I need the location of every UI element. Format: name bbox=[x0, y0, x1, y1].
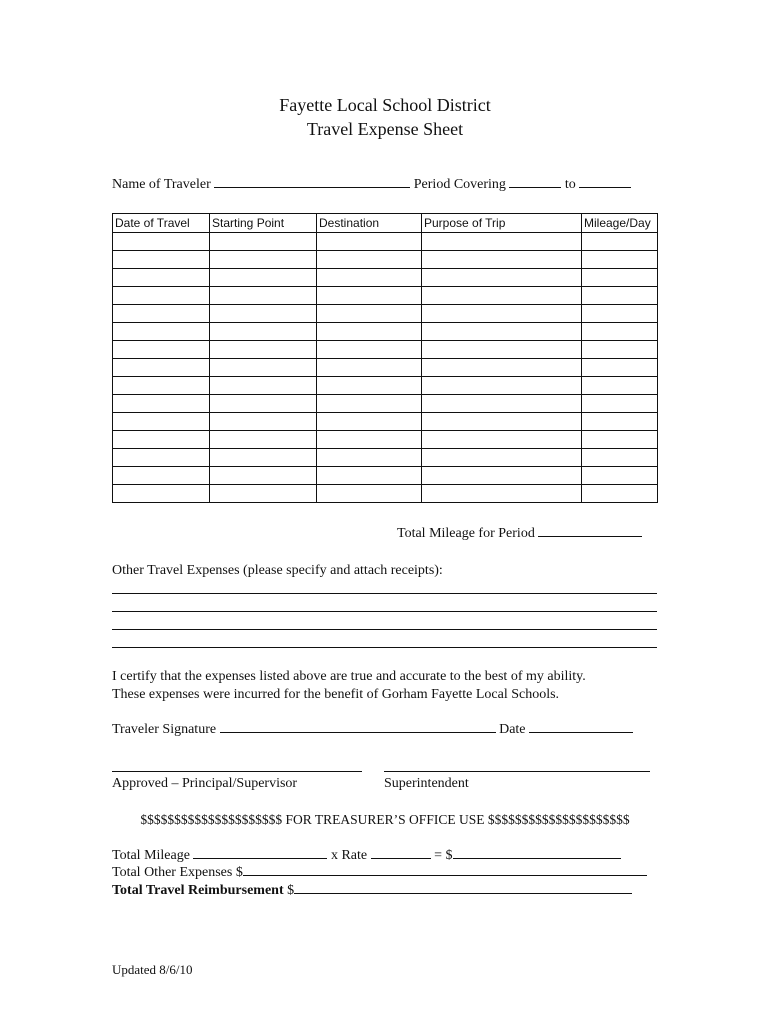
table-row bbox=[113, 341, 658, 359]
table-cell[interactable] bbox=[317, 359, 422, 377]
reimbursement-line bbox=[112, 883, 632, 899]
superintendent-label: Superintendent bbox=[384, 776, 469, 791]
table-cell[interactable] bbox=[317, 287, 422, 305]
table-cell[interactable] bbox=[210, 485, 317, 503]
table-cell[interactable] bbox=[210, 359, 317, 377]
table-cell[interactable] bbox=[317, 323, 422, 341]
table-row bbox=[113, 467, 658, 485]
table-cell[interactable] bbox=[113, 233, 210, 251]
table-cell[interactable] bbox=[210, 233, 317, 251]
total-mileage-treasurer-field[interactable] bbox=[193, 857, 327, 859]
table-row bbox=[113, 377, 658, 395]
table-cell[interactable] bbox=[582, 431, 658, 449]
table-cell[interactable] bbox=[113, 359, 210, 377]
treasurer-mileage-line bbox=[112, 848, 621, 864]
table-cell[interactable] bbox=[317, 341, 422, 359]
table-cell[interactable] bbox=[113, 287, 210, 305]
other-expenses-label: Other Travel Expenses (please specify and attach receipts): bbox=[112, 563, 443, 578]
updated-date: Updated 8/6/10 bbox=[112, 962, 193, 977]
table-row bbox=[113, 431, 658, 449]
table-row bbox=[113, 449, 658, 467]
table-cell[interactable] bbox=[422, 485, 582, 503]
other-expenses-line-4[interactable] bbox=[112, 647, 657, 648]
traveler-signature-line bbox=[112, 722, 633, 738]
table-row bbox=[113, 269, 658, 287]
table-cell[interactable] bbox=[422, 377, 582, 395]
column-header-purpose: Purpose of Trip bbox=[422, 214, 582, 233]
table-row bbox=[113, 395, 658, 413]
table-cell[interactable] bbox=[210, 431, 317, 449]
approved-principal-label: Approved – Principal/Supervisor bbox=[112, 776, 298, 791]
table-cell[interactable] bbox=[317, 251, 422, 269]
period-to-label: to bbox=[564, 177, 576, 192]
table-cell[interactable] bbox=[582, 305, 658, 323]
table-cell[interactable] bbox=[210, 413, 317, 431]
other-expenses-total-line bbox=[112, 865, 647, 881]
table-cell[interactable] bbox=[582, 233, 658, 251]
equals-label: = $ bbox=[434, 848, 453, 863]
certify-statement-1: I certify that the expenses listed above are true and accurate to the best of my ability. bbox=[112, 669, 586, 684]
column-header-mileage: Mileage/Day bbox=[582, 214, 658, 233]
document-title: Fayette Local School District bbox=[279, 95, 491, 115]
total-mileage-label: Total Mileage for Period bbox=[397, 526, 535, 541]
total-other-expenses-field[interactable] bbox=[243, 874, 647, 876]
table-row bbox=[113, 323, 658, 341]
table-cell[interactable] bbox=[210, 449, 317, 467]
table-cell[interactable] bbox=[582, 341, 658, 359]
certify-statement-2: These expenses were incurred for the benefit of Gorham Fayette Local Schools. bbox=[112, 687, 560, 702]
table-row bbox=[113, 251, 658, 269]
table-cell[interactable] bbox=[422, 413, 582, 431]
table-cell[interactable] bbox=[317, 449, 422, 467]
table-cell[interactable] bbox=[582, 467, 658, 485]
table-row bbox=[113, 485, 658, 503]
reimbursement-dollar-sign: $ bbox=[287, 883, 295, 898]
column-header-date: Date of Travel bbox=[113, 214, 210, 233]
table-cell[interactable] bbox=[113, 341, 210, 359]
table-cell[interactable] bbox=[210, 269, 317, 287]
table-row bbox=[113, 359, 658, 377]
table-cell[interactable] bbox=[422, 233, 582, 251]
name-of-traveler-field[interactable] bbox=[214, 186, 410, 188]
table-cell[interactable] bbox=[582, 251, 658, 269]
signature-date-label: Date bbox=[499, 722, 526, 737]
period-covering-label: Period Covering bbox=[413, 177, 506, 192]
superintendent-signature-field[interactable] bbox=[384, 771, 650, 772]
table-cell[interactable] bbox=[422, 287, 582, 305]
table-cell[interactable] bbox=[317, 413, 422, 431]
table-cell[interactable] bbox=[210, 395, 317, 413]
table-cell[interactable] bbox=[422, 305, 582, 323]
other-expenses-line-2[interactable] bbox=[112, 611, 657, 612]
table-cell[interactable] bbox=[210, 467, 317, 485]
table-cell[interactable] bbox=[317, 233, 422, 251]
table-cell[interactable] bbox=[210, 305, 317, 323]
approved-signature-field[interactable] bbox=[112, 771, 362, 772]
table-cell[interactable] bbox=[582, 269, 658, 287]
traveler-signature-label: Traveler Signature bbox=[112, 722, 217, 737]
table-row bbox=[113, 413, 658, 431]
table-cell[interactable] bbox=[317, 377, 422, 395]
table-cell[interactable] bbox=[210, 341, 317, 359]
traveler-line bbox=[112, 177, 631, 193]
table-header-row bbox=[113, 214, 658, 233]
other-expenses-line-1[interactable] bbox=[112, 593, 657, 594]
table-row bbox=[113, 233, 658, 251]
column-header-starting-point: Starting Point bbox=[210, 214, 317, 233]
table-cell[interactable] bbox=[113, 395, 210, 413]
column-header-destination: Destination bbox=[317, 214, 422, 233]
table-cell[interactable] bbox=[317, 395, 422, 413]
table-cell[interactable] bbox=[422, 251, 582, 269]
table-cell[interactable] bbox=[422, 269, 582, 287]
other-expenses-line-3[interactable] bbox=[112, 629, 657, 630]
table-cell[interactable] bbox=[113, 449, 210, 467]
total-reimbursement-label: Total Travel Reimbursement bbox=[112, 883, 284, 898]
table-cell[interactable] bbox=[422, 431, 582, 449]
travel-table bbox=[112, 213, 658, 503]
treasurer-use-banner: $$$$$$$$$$$$$$$$$$$$$ FOR TREASURER’S OFFICE USE $$$$$$$$$$$$$$$$$$$$$ bbox=[140, 812, 630, 827]
table-cell[interactable] bbox=[422, 341, 582, 359]
total-other-expenses-label: Total Other Expenses $ bbox=[112, 865, 243, 880]
table-cell[interactable] bbox=[422, 359, 582, 377]
table-cell[interactable] bbox=[422, 467, 582, 485]
total-reimbursement-field[interactable] bbox=[294, 892, 632, 894]
table-cell[interactable] bbox=[113, 485, 210, 503]
total-mileage-line bbox=[397, 526, 642, 542]
table-cell[interactable] bbox=[582, 377, 658, 395]
table-cell[interactable] bbox=[210, 287, 317, 305]
table-cell[interactable] bbox=[317, 305, 422, 323]
signature-date-field[interactable] bbox=[529, 731, 633, 733]
table-cell[interactable] bbox=[113, 251, 210, 269]
table-cell[interactable] bbox=[422, 449, 582, 467]
table-cell[interactable] bbox=[582, 485, 658, 503]
table-cell[interactable] bbox=[113, 269, 210, 287]
table-cell[interactable] bbox=[422, 395, 582, 413]
traveler-signature-field[interactable] bbox=[220, 731, 496, 733]
table-cell[interactable] bbox=[113, 323, 210, 341]
total-mileage-field[interactable] bbox=[538, 535, 642, 537]
table-cell[interactable] bbox=[582, 359, 658, 377]
table-cell[interactable] bbox=[113, 377, 210, 395]
table-cell[interactable] bbox=[317, 467, 422, 485]
table-cell[interactable] bbox=[113, 467, 210, 485]
table-cell[interactable] bbox=[582, 395, 658, 413]
table-cell[interactable] bbox=[582, 413, 658, 431]
table-cell[interactable] bbox=[113, 431, 210, 449]
table-cell[interactable] bbox=[317, 269, 422, 287]
mileage-amount-field[interactable] bbox=[453, 857, 621, 859]
period-end-field[interactable] bbox=[579, 186, 631, 188]
period-start-field[interactable] bbox=[509, 186, 561, 188]
table-cell[interactable] bbox=[582, 287, 658, 305]
table-cell[interactable] bbox=[210, 323, 317, 341]
rate-field[interactable] bbox=[371, 857, 431, 859]
table-cell[interactable] bbox=[422, 323, 582, 341]
table-cell[interactable] bbox=[113, 413, 210, 431]
table-row bbox=[113, 305, 658, 323]
document-subtitle: Travel Expense Sheet bbox=[306, 119, 464, 139]
rate-label: x Rate bbox=[330, 848, 368, 863]
table-cell[interactable] bbox=[317, 485, 422, 503]
name-of-traveler-label: Name of Traveler bbox=[112, 177, 211, 192]
table-cell[interactable] bbox=[210, 377, 317, 395]
table-cell[interactable] bbox=[210, 251, 317, 269]
table-cell[interactable] bbox=[582, 449, 658, 467]
table-cell[interactable] bbox=[317, 431, 422, 449]
total-mileage-treasurer-label: Total Mileage bbox=[112, 848, 190, 863]
table-cell[interactable] bbox=[113, 305, 210, 323]
table-row bbox=[113, 287, 658, 305]
table-cell[interactable] bbox=[582, 323, 658, 341]
